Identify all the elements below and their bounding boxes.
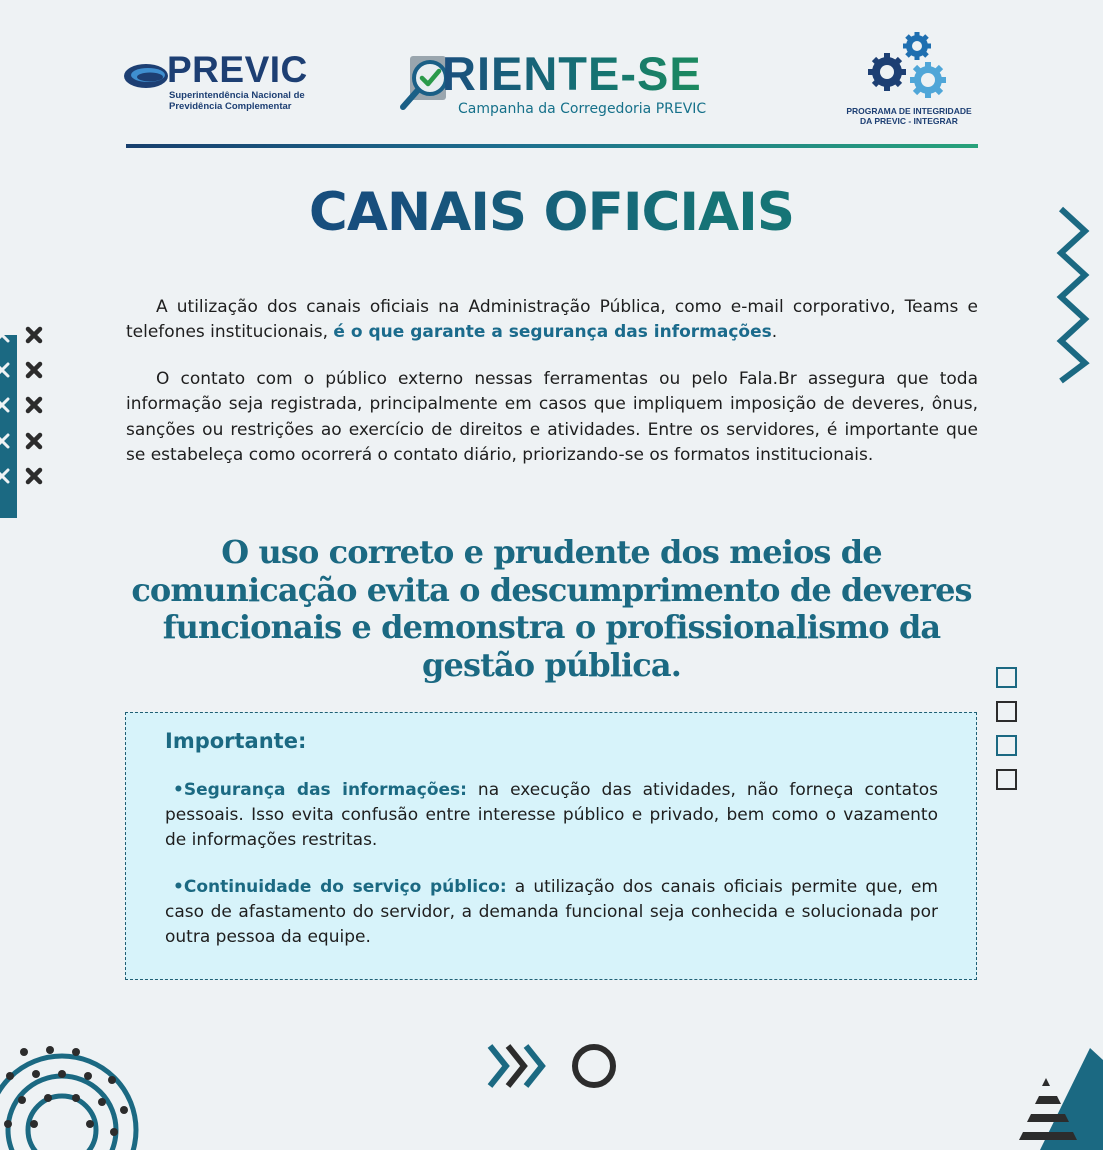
paragraph-1-text: A utilização dos canais oficiais na Administração Pública, como e-mail corporativo, Teams e telefones institucionais, — [126, 297, 978, 343]
x-marks-icon — [0, 325, 50, 490]
important-item-2-lead: •Continuidade do serviço público: — [173, 877, 507, 897]
important-item-1-text: na execução das atividades, não forneça contatos pessoais. Isso evita confusão entre interesse público e privado, bem como o vazamento de informações restritas. — [165, 780, 939, 850]
paragraph-2-text: O contato com o público externo nessas ferramentas ou pelo Fala.Br assegura que toda informação seja registrada, principalmente em casos que impliquem imposição de deveres, ônus, sanções ou restrições ao exercício de direitos e atividades. Entre os servidores, é importante que se estabeleça como ocorrerá o contato diário, priorizando-se os formatos institucionais. — [126, 369, 978, 465]
previc-subtitle — [169, 90, 319, 112]
zigzag-icon — [1055, 205, 1095, 385]
previc-subtitle-line2: Previdência Complementar — [169, 101, 292, 112]
paragraph-1-end: . — [771, 322, 778, 343]
highlight-quote: O uso correto e prudente dos meios de comunicação evita o descumprimento de deveres funcionais e demonstra o profissionalismo da gestão pública. — [131, 533, 972, 684]
integrar-line1: PROGRAMA DE INTEGRIDADE — [846, 106, 972, 116]
important-box — [125, 712, 977, 980]
previc-wordmark: PREVIC — [167, 49, 308, 90]
integrar-logo — [845, 28, 975, 133]
important-item-1 — [165, 778, 938, 853]
page-title: CANAIS OFICIAIS — [0, 182, 1103, 243]
square-4 — [996, 769, 1017, 790]
previc-subtitle-line1: Superintendência Nacional de — [169, 90, 305, 101]
square-1 — [996, 667, 1017, 688]
concentric-dots-icon — [0, 1038, 145, 1150]
important-item-1-lead: •Segurança das informações: — [173, 780, 467, 800]
gears-icon — [865, 28, 955, 104]
previc-logo — [123, 49, 313, 115]
paragraph-2 — [126, 367, 978, 468]
square-3 — [996, 735, 1017, 756]
squares-icon — [996, 667, 1021, 792]
square-2 — [996, 701, 1017, 722]
campaign-title: RIENTE-SE — [442, 47, 702, 100]
integrar-caption — [845, 106, 973, 126]
triangle-stripes-icon — [1000, 1044, 1103, 1150]
important-title: Importante: — [165, 729, 307, 753]
campaign-subtitle: Campanha da Corregedoria PREVIC — [458, 101, 707, 117]
chevrons-circle-icon — [484, 1040, 624, 1094]
previc-logo-icon — [123, 61, 169, 91]
header-divider — [126, 144, 978, 148]
important-item-2 — [165, 875, 938, 950]
important-item-2-text: a utilização dos canais oficiais permite que, em caso de afastamento do servidor, a demanda funcional seja conhecida e solucionada por outra pessoa da equipe. — [165, 877, 938, 947]
paragraph-1-highlight: é o que garante a segurança das informações — [333, 322, 772, 343]
integrar-line2: DA PREVIC - INTEGRAR — [860, 116, 958, 126]
paragraph-1 — [126, 295, 978, 346]
oriente-se-logo — [398, 47, 718, 122]
